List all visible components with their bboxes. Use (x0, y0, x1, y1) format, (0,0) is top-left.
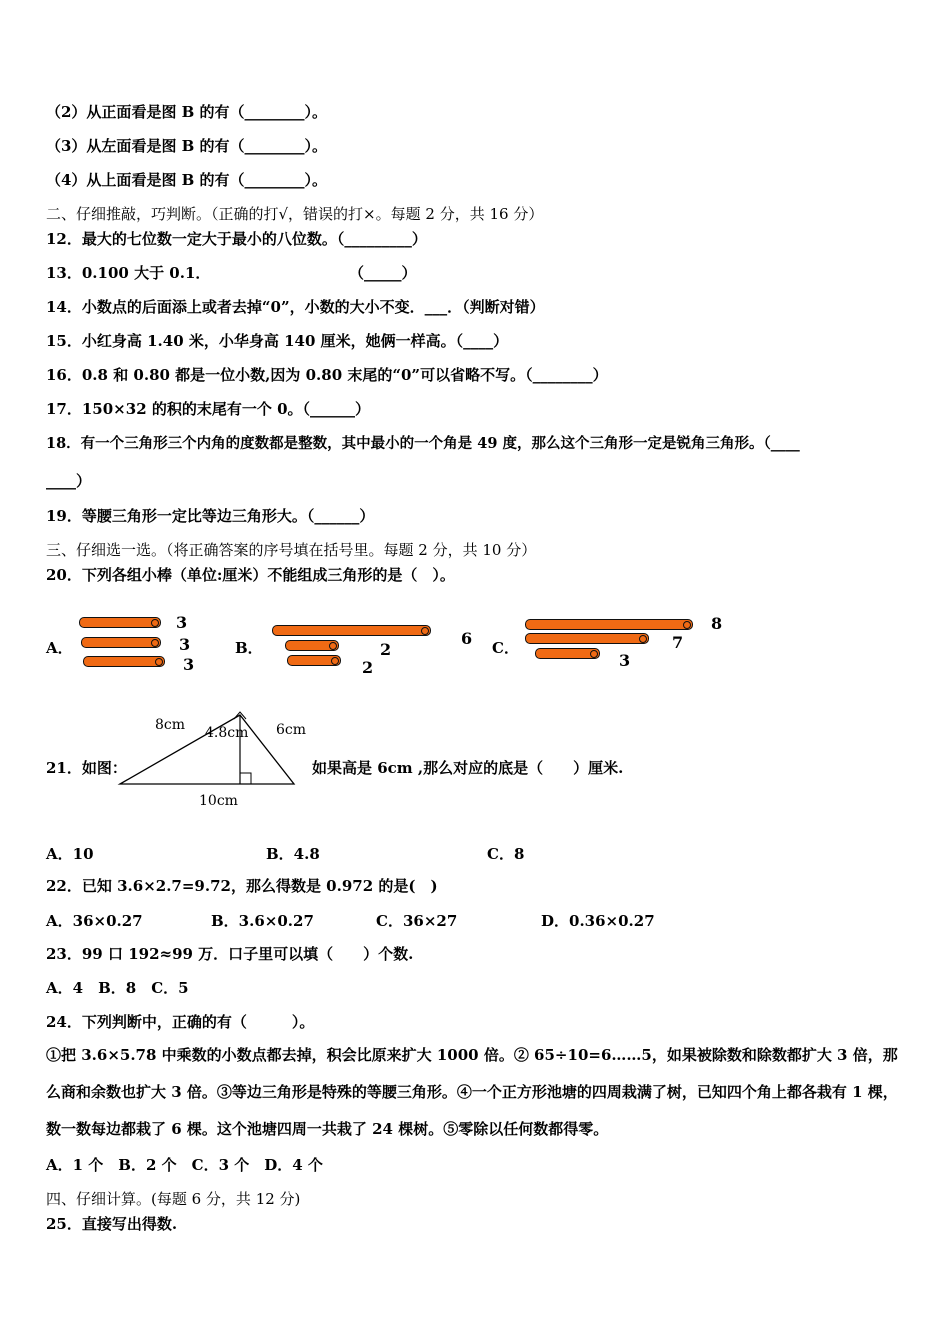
stick-length-label: 3 (176, 613, 188, 632)
triangle-right-side-label: 6cm (276, 722, 307, 738)
q22-option-c[interactable]: C．36×27 (376, 912, 458, 930)
stick-length-label: 2 (362, 658, 374, 677)
question-22: 22．已知 3.6×2.7=9.72，那么得数是 0.972 的是( ) (46, 877, 438, 895)
right-angle-marker (240, 773, 251, 784)
triangle-height-label: 4.8cm (205, 725, 249, 741)
question-18-cont: ____） (46, 472, 92, 490)
stick (272, 625, 431, 636)
stick-length-label: 8 (711, 614, 723, 633)
q11-part4: （4）从上面看是图 B 的有（________）。 (46, 171, 328, 189)
q20-option-c-label: C． (492, 639, 519, 657)
section-4-heading: 四、仔细计算。(每题 6 分，共 12 分) (46, 1190, 301, 1208)
question-24-statements: ①把 3.6×5.78 中乘数的小数点都去掉，积会比原来扩大 1000 倍。② 65÷10=6……5，如果被除数和除数都扩大 3 倍，那么商和余数也扩大 3 倍。③等边三角形是特殊的等腰三角形。④一个正方形池塘的四周栽满了树，已知四个角上都各栽有 1 棵，数一数每边都栽了 6 棵。这个池塘四周一共栽了 24 棵树。⑤零除以任何数都得零。 (46, 1046, 898, 1138)
q24-options[interactable]: A．1 个 B．2 个 C．3 个 D．4 个 (46, 1156, 323, 1174)
question-12: 12．最大的七位数一定大于最小的八位数。（_________） (46, 230, 427, 248)
stick-length-label: 3 (183, 655, 195, 674)
question-14: 14．小数点的后面添上或者去掉“0”，小数的大小不变．___．（判断对错） (46, 298, 545, 316)
question-13-text: 13．0.100 大于 0.1． (46, 264, 211, 282)
q21-option-a[interactable]: A．10 (46, 845, 94, 863)
question-21-prompt: 如果高是 6cm ,那么对应的底是（ ）厘米. (312, 759, 624, 777)
q11-part2: （2）从正面看是图 B 的有（________）。 (46, 103, 328, 121)
stick (79, 617, 161, 628)
question-25: 25．直接写出得数. (46, 1215, 178, 1233)
section-3-heading: 三、仔细选一选。（将正确答案的序号填在括号里。每题 2 分，共 10 分） (46, 541, 537, 559)
q11-part3: （3）从左面看是图 B 的有（________）。 (46, 137, 328, 155)
stick-length-label: 3 (179, 635, 191, 654)
stick (525, 633, 649, 644)
q21-option-c[interactable]: C．8 (487, 845, 525, 863)
question-21-text: 21．如图： (46, 759, 127, 777)
q22-option-b[interactable]: B．3.6×0.27 (211, 912, 314, 930)
stick-length-label: 6 (461, 629, 473, 648)
section-2-heading: 二、仔细推敲，巧判断。（正确的打√，错误的打×。每题 2 分，共 16 分） (46, 205, 544, 223)
question-16: 16．0.8 和 0.80 都是一位小数,因为 0.80 末尾的“0”可以省略不写。（________） (46, 366, 608, 384)
question-20: 20．下列各组小棒（单位:厘米）不能组成三角形的是（ ）。 (46, 566, 455, 584)
question-24: 24．下列判断中，正确的有（ ）。 (46, 1013, 315, 1031)
question-13-blank[interactable]: （_____） (349, 264, 417, 282)
q20-option-a-label: A． (46, 639, 73, 657)
triangle-base-label: 10cm (199, 793, 238, 809)
stick-length-label: 2 (380, 640, 392, 659)
stick (525, 619, 693, 630)
stick (83, 656, 165, 667)
q23-options[interactable]: A．4 B．8 C．5 (46, 979, 189, 997)
stick (535, 648, 600, 659)
stick (81, 637, 161, 648)
triangle-figure (110, 705, 310, 795)
question-15: 15．小红身高 1.40 米，小华身高 140 厘米，她俩一样高。（____） (46, 332, 509, 350)
triangle-left-side-label: 8cm (155, 717, 186, 733)
q20-option-b-label: B． (235, 639, 263, 657)
q22-option-d[interactable]: D．0.36×0.27 (541, 912, 655, 930)
stick-length-label: 3 (619, 651, 631, 670)
q22-option-a[interactable]: A．36×0.27 (46, 912, 143, 930)
stick-length-label: 7 (672, 633, 684, 652)
question-23: 23．99 口 192≈99 万．口子里可以填（ ）个数. (46, 945, 414, 963)
q21-option-b[interactable]: B．4.8 (266, 845, 320, 863)
stick (287, 655, 341, 666)
question-17: 17．150×32 的积的末尾有一个 0。（______） (46, 400, 371, 418)
question-19: 19．等腰三角形一定比等边三角形大。（______） (46, 507, 375, 525)
question-18: 18．有一个三角形三个内角的度数都是整数，其中最小的一个角是 49 度，那么这个三角形一定是锐角三角形。（____ (46, 435, 800, 452)
stick (285, 640, 339, 651)
